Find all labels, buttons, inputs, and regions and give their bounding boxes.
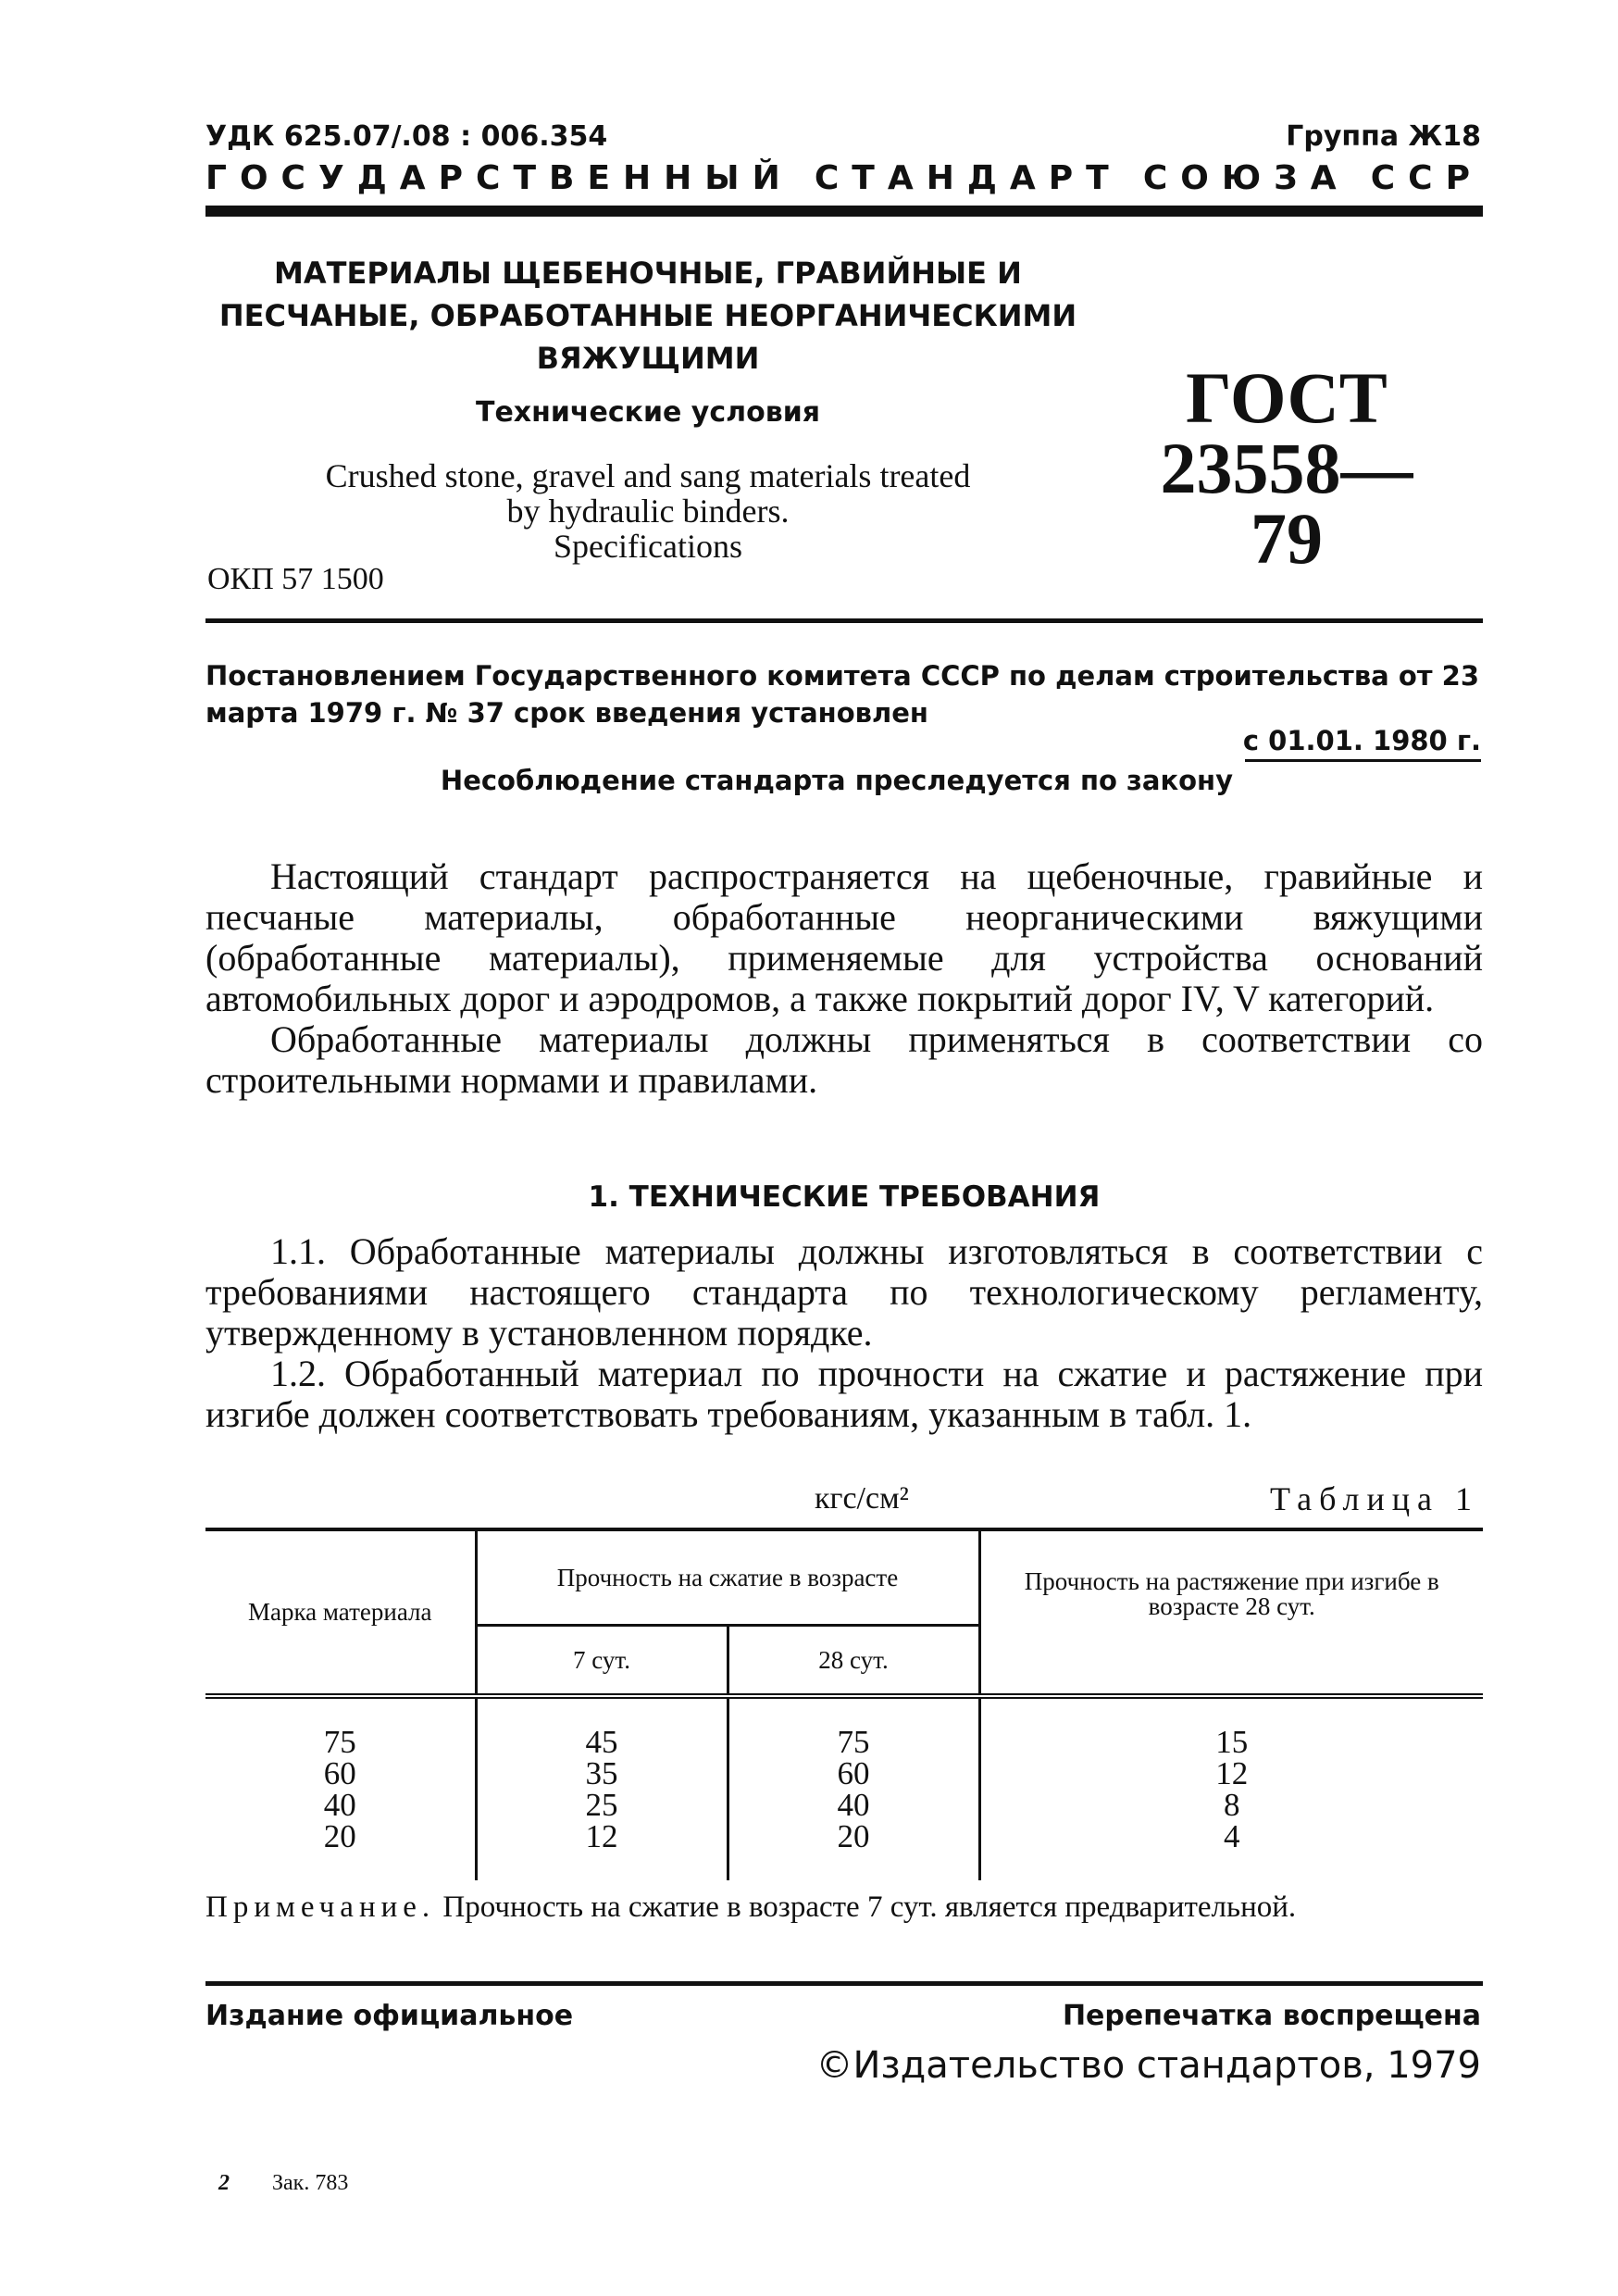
table-note	[205, 1889, 1483, 1926]
cell-grade: 20	[323, 1818, 356, 1854]
cell-28-days: 40	[728, 1790, 979, 1821]
intro-paragraph: Обработанные материалы должны применяться в соответствии со строительными нормами и правилами.	[205, 1018, 1483, 1101]
note-label: Примечание.	[205, 1890, 436, 1924]
footer-rule	[205, 1981, 1483, 1986]
clause-1-2: 1.2. Обработанный материал по прочности на сжатие и растяжение при изгибе должен соответствовать требованиям, указанным в табл. 1.	[205, 1353, 1483, 1435]
cell-tension: 12	[979, 1758, 1483, 1790]
decree-text: Постановлением Государственного комитета СССР по делам строительства от 23 марта 1979 г. № 37 срок введения установлен	[205, 660, 1480, 729]
title-line: МАТЕРИАЛЫ ЩЕБЕНОЧНЫЕ, ГРАВИЙНЫЕ И	[274, 256, 1022, 291]
clause-1-1: 1.1. Обработанные материалы должны изготовляться в соответствии с требованиями настоящего стандарта по технологическому регламенту, утвержденному в установленном порядке.	[205, 1230, 1483, 1354]
heading-word: СТАНДАРТ	[814, 159, 1122, 197]
document-title	[213, 252, 1083, 380]
gost-label: ГОСТ	[1186, 357, 1388, 438]
title-line: ВЯЖУЩИМИ	[536, 341, 760, 376]
cell-7-days: 25	[476, 1790, 728, 1821]
note-text: Прочность на сжатие в возрасте 7 сут. является предварительной.	[442, 1890, 1297, 1924]
english-line: Specifications	[554, 528, 742, 565]
reprint-notice: Перепечатка воспрещена	[1062, 2000, 1481, 2032]
heading-word: СОЮЗА	[1142, 159, 1350, 197]
document-subtitle: Технические условия	[476, 396, 820, 429]
cell-28-days: 75	[728, 1696, 979, 1758]
page-number: 2	[218, 2171, 230, 2195]
strength-table	[205, 1528, 1483, 1880]
header-compression: Прочность на сжатие в возрасте	[476, 1529, 979, 1626]
udk-code: УДК 625.07/.08 : 006.354	[205, 120, 608, 153]
header-rule	[205, 206, 1483, 217]
english-title	[213, 458, 1083, 564]
cell-28-days: 20	[728, 1821, 979, 1880]
cell-28-days: 60	[728, 1758, 979, 1790]
cell-7-days: 12	[476, 1821, 728, 1880]
header-7-days: 7 сут.	[476, 1626, 728, 1697]
cell-7-days: 45	[476, 1696, 728, 1758]
header-28-days: 28 сут.	[728, 1626, 979, 1697]
heading-word: ССР	[1370, 159, 1483, 197]
english-line: by hydraulic binders.	[506, 493, 790, 530]
heading-word: ГОСУДАРСТВЕННЫЙ	[205, 159, 793, 197]
gost-number: 23558—79	[1160, 428, 1413, 579]
cell-tension: 4	[979, 1821, 1483, 1880]
official-edition: Издание официальное	[205, 2000, 574, 2032]
title-rule	[205, 618, 1483, 623]
table-label: Таблица 1	[1270, 1480, 1479, 1517]
header-grade: Марка материала	[205, 1529, 476, 1696]
table-row	[205, 1696, 1483, 1758]
okp-code: ОКП 57 1500	[207, 562, 384, 596]
table-row	[205, 1758, 1483, 1790]
state-standard-heading	[205, 159, 1483, 197]
section-title: 1. ТЕХНИЧЕСКИЕ ТРЕБОВАНИЯ	[588, 1180, 1101, 1214]
cell-7-days: 35	[476, 1758, 728, 1790]
section-text	[205, 1231, 1483, 1435]
header-tension: Прочность на растяжение при изгибе в возрасте 28 сут.	[979, 1529, 1483, 1696]
table-row	[205, 1790, 1483, 1821]
effective-date: с 01.01. 1980 г.	[1242, 725, 1481, 756]
law-notice: Несоблюдение стандарта преследуется по закону	[440, 765, 1233, 796]
cell-grade: 40	[323, 1787, 356, 1823]
table-unit: кгс/см²	[815, 1481, 909, 1516]
page-footer	[218, 2171, 348, 2196]
cell-tension: 8	[979, 1790, 1483, 1821]
intro-text	[205, 856, 1483, 1101]
intro-paragraph: Настоящий стандарт распространяется на щебеночные, гравийные и песчаные материалы, обработанные неорганическими вяжущими (обработанные материалы), применяемые для устройства оснований автомобильных дорог и аэродромов, а также покрытий дорог IV, V категорий.	[205, 855, 1483, 1019]
cell-tension: 15	[979, 1696, 1483, 1758]
table-row	[205, 1821, 1483, 1880]
group-code: Группа Ж18	[1286, 120, 1481, 153]
title-line: ПЕСЧАНЫЕ, ОБРАБОТАННЫЕ НЕОРГАНИЧЕСКИМИ	[218, 298, 1077, 333]
cell-grade: 60	[323, 1755, 356, 1791]
gost-number-block	[1148, 357, 1425, 579]
publisher: ©Издательство стандартов, 1979	[815, 2044, 1481, 2087]
english-line: Crushed stone, gravel and sang materials treated	[325, 457, 971, 494]
cell-grade: 75	[323, 1724, 356, 1760]
order-number: Зак. 783	[272, 2171, 349, 2195]
date-underline	[1245, 759, 1481, 762]
